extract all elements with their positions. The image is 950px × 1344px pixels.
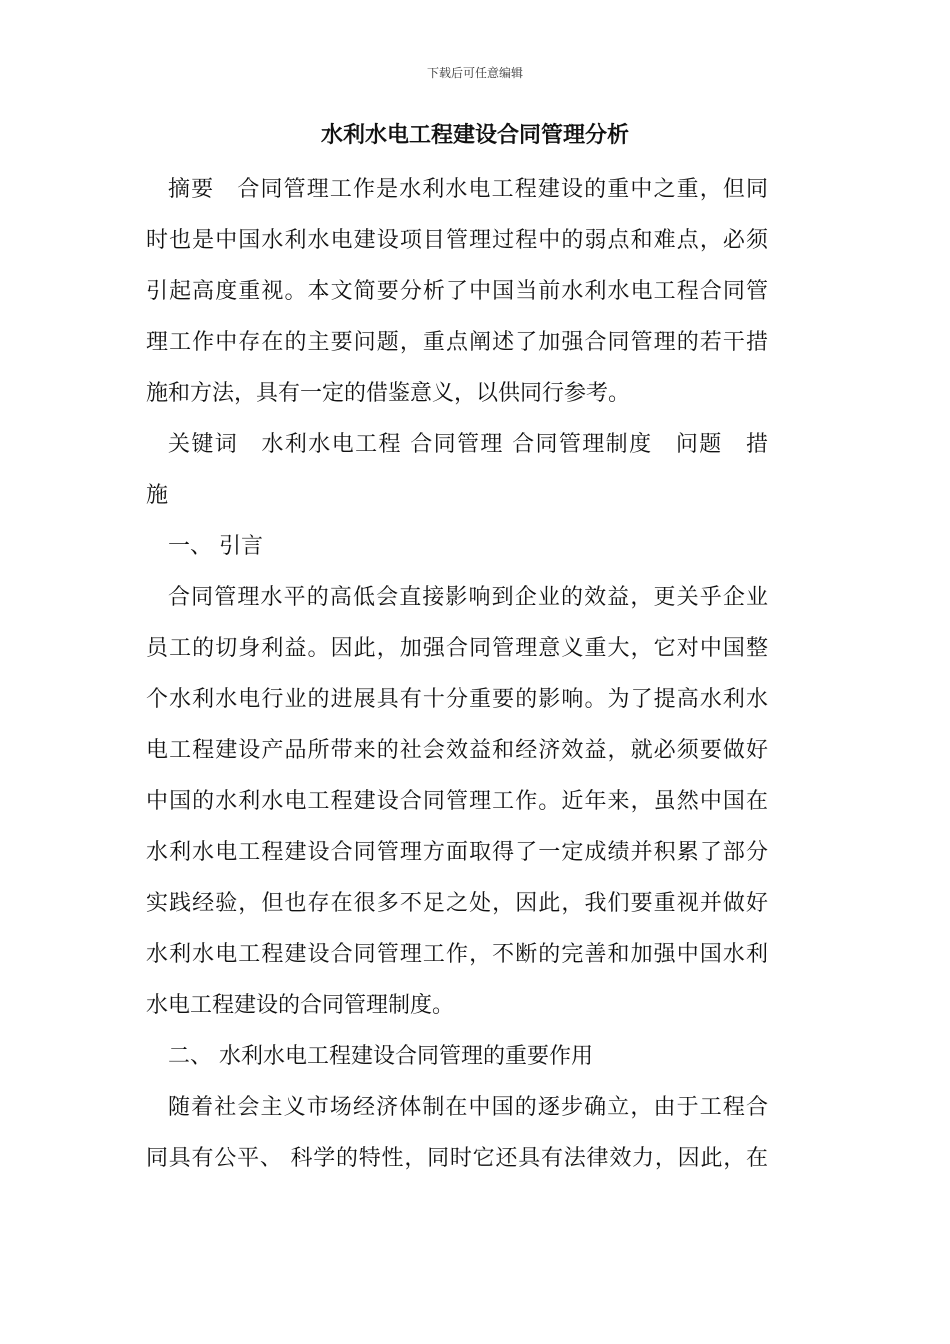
paragraph-line: 员工的切身利益。因此，加强合同管理意义重大，它对中国整 xyxy=(146,636,768,661)
paragraph-line: 同具有公平、 科学的特性，同时它还具有法律效力，因此，在 xyxy=(146,1146,768,1171)
page-header: 下载后可任意编辑 xyxy=(426,66,523,80)
paragraph-line: 水电工程建设的合同管理制度。 xyxy=(146,993,455,1018)
paragraph-line: 电工程建设产品所带来的社会效益和经济效益，就必须要做好 xyxy=(146,738,768,763)
abstract-line: 时也是中国水利水电建设项目管理过程中的弱点和难点，必须 xyxy=(146,228,768,253)
abstract-line: 施和方法，具有一定的借鉴意义，以供同行参考。 xyxy=(146,381,631,406)
paragraph-line: 水利水电工程建设合同管理方面取得了一定成绩并积累了部分 xyxy=(146,840,768,865)
document-body xyxy=(146,164,768,1184)
keywords-line: 关键词 水利水电工程 合同管理 合同管理制度 问题 措 xyxy=(168,432,768,457)
paragraph-line: 合同管理水平的高低会直接影响到企业的效益，更关乎企业 xyxy=(168,585,768,610)
section-heading: 一、 引言 xyxy=(168,534,263,559)
abstract-line: 摘要 合同管理工作是水利水电工程建设的重中之重，但同 xyxy=(168,177,768,202)
keywords-line: 施 xyxy=(146,483,169,508)
abstract-line: 理工作中存在的主要问题，重点阐述了加强合同管理的若干措 xyxy=(146,330,768,355)
paragraph-line: 水利水电工程建设合同管理工作，不断的完善和加强中国水利 xyxy=(146,942,768,967)
section-heading: 二、 水利水电工程建设合同管理的重要作用 xyxy=(168,1044,593,1069)
paragraph-line: 随着社会主义市场经济体制在中国的逐步确立，由于工程合 xyxy=(168,1095,768,1120)
paragraph-line: 个水利水电行业的进展具有十分重要的影响。为了提高水利水 xyxy=(146,687,768,712)
abstract-line: 引起高度重视。本文简要分析了中国当前水利水电工程合同管 xyxy=(146,279,768,304)
paragraph-line: 中国的水利水电工程建设合同管理工作。近年来，虽然中国在 xyxy=(146,789,768,814)
paragraph-line: 实践经验，但也存在很多不足之处，因此，我们要重视并做好 xyxy=(146,891,768,916)
document-title: 水利水电工程建设合同管理分析 xyxy=(320,122,629,148)
